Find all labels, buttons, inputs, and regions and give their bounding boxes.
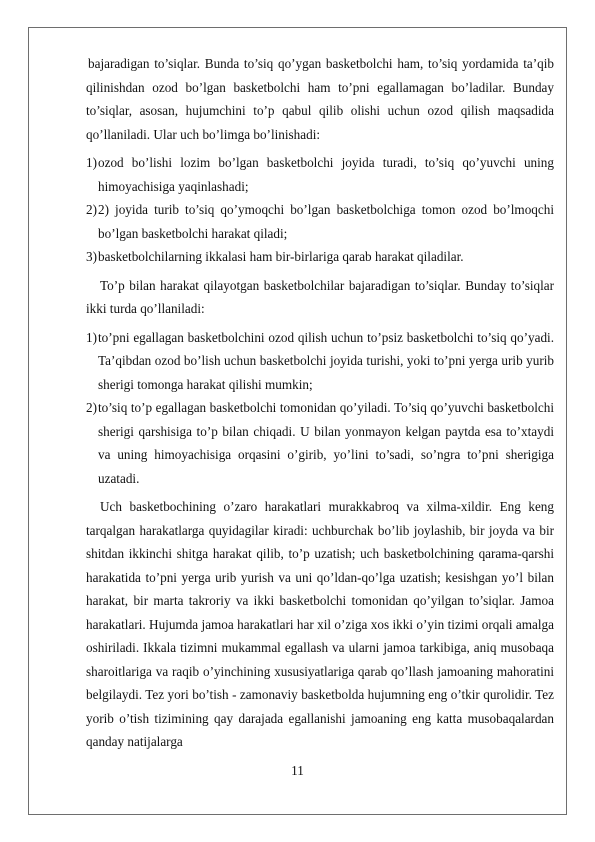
numbered-list bbox=[86, 151, 554, 269]
list-item bbox=[86, 396, 554, 490]
numbered-list bbox=[86, 326, 554, 491]
list-item-number: 2) bbox=[86, 202, 97, 217]
paragraph: To’p bilan harakat qilayotgan basketbolchilar bajaradigan to’siqlar. Bunday to’siqlar ikki turda qo’llaniladi: bbox=[86, 277, 554, 316]
paragraph: Uch basketbochining o’zaro harakatlari murakkabroq va xilma-xildir. Eng keng tarqalgan harakatlarga quyidagilar kiradi: uchburchak bo’lib joylashib, bir joyda va bir shitdan ikkinchi shitga harakat qilib, to’p uzatish; uch basketbolchining qarama-qarshi harakatida to’pni yerga urib yurish va uni qo’ldan-qo’lga uzatish; kesishgan yo’l bilan harakat, bir marta takroriy va ikki basketbolchi tomonidan qo’yilgan to’siqlar. Jamoa harakatlari. Hujumda jamoa harakatlari har xil o’ziga xos ikki o’yin tizimi orqali amalga oshiriladi. Ikkala tizimni mukammal egallash va ularni jamoa tarkibiga, aniq musobaqa sharoitlariga va raqib o’yinchining xususiyatlariga qarab qo’llash jamoaning mahoratini belgilaydi. Tez yori bo’tish - zamonaviy basketbolda hujumning eng o’tkir qurolidir. Tez yorib o’tish tizimining qay darajada egallanishi jamoaning eng katta musobaqalardan qanday natijalarga bbox=[86, 499, 554, 749]
list-item bbox=[86, 245, 554, 269]
list-item-number: 1) bbox=[86, 329, 97, 345]
page-number: 11 bbox=[291, 763, 304, 778]
list-item-text: to’pni egallagan basketbolchini ozod qilish uchun to’psiz basketbolchi to’siq qo’yadi. Ta’qibdan ozod bo’lish uchun basketbolchi joyida turishi, yoki to’pni yerga urib yurib sherigi tomonga harakat qilishi mumkin; bbox=[98, 329, 554, 392]
list-item bbox=[86, 151, 554, 198]
list-item bbox=[86, 198, 554, 245]
list-item-number: 2) bbox=[86, 400, 97, 415]
list-item-text: basketbolchilarning ikkalasi ham bir-birlariga qarab harakat qiladilar. bbox=[98, 249, 464, 264]
list-item-text: ozod bo’lishi lozim bo’lgan basketbolchi joyida turadi, to’siq qo’yuvchi uning himoyachisiga yaqinlashadi; bbox=[98, 155, 554, 194]
list-item bbox=[86, 326, 554, 397]
list-item-text: to’siq to’p egallagan basketbolchi tomonidan qo’yiladi. To’siq qo’yuvchi basketbolchi sherigi qarshisiga to’p bilan chiqadi. U bilan yonmayon kelgan paytda esa to’xtaydi va uning himoyachisiga orqasini o’girib, yo’lini to’sadi, so’ngra to’pni sherigiga uzatadi. bbox=[98, 400, 554, 486]
list-item-number: 3) bbox=[86, 249, 97, 264]
list-item-number: 1) bbox=[86, 155, 97, 170]
list-item-text: 2) joyida turib to’siq qo’ymoqchi bo’lgan basketbolchiga tomon ozod bo’lmoqchi bo’lgan basketbolchi harakat qiladi; bbox=[98, 202, 554, 241]
document-body bbox=[86, 52, 554, 759]
paragraph: bajaradigan to’siqlar. Bunda to’siq qo’ygan basketbolchi ham, to’siq yordamida ta’qib qilinishdan ozod bo’lgan basketbolchi ham to’pni egallamagan bo’ladilar. Bunday to’siqlar, asosan, hujumchini to’p qabul qilib olishi uchun ozod qilish maqsadida qo’llaniladi. Ular uch bo’limga bo’linishadi: bbox=[86, 56, 554, 142]
